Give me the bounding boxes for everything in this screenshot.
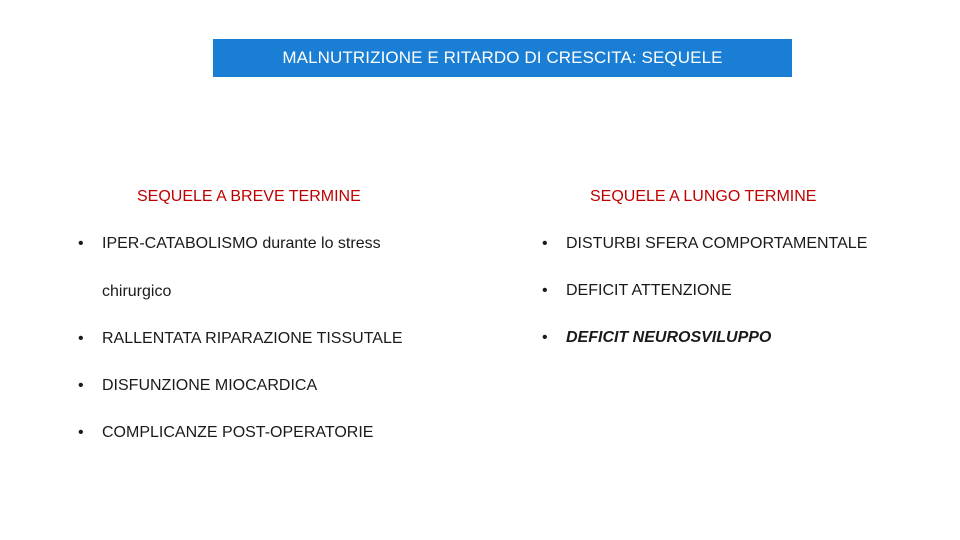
slide-title: MALNUTRIZIONE E RITARDO DI CRESCITA: SEQUELE bbox=[282, 48, 723, 67]
slide-title-banner bbox=[213, 39, 792, 77]
bullet-icon: • bbox=[78, 424, 84, 441]
list-item bbox=[78, 220, 422, 316]
list-item bbox=[542, 233, 952, 255]
list-item-text: IPER-CATABOLISMO durante lo stress chirurgico bbox=[102, 235, 381, 300]
short-term-list bbox=[78, 233, 478, 469]
list-item bbox=[542, 327, 952, 349]
long-term-heading: SEQUELE A LUNGO TERMINE bbox=[590, 188, 817, 205]
list-item bbox=[542, 280, 952, 302]
list-item bbox=[78, 422, 478, 444]
bullet-icon: • bbox=[542, 235, 548, 252]
list-item-text: DEFICIT ATTENZIONE bbox=[566, 282, 732, 299]
bullet-icon: • bbox=[542, 282, 548, 299]
bullet-icon: • bbox=[78, 330, 84, 347]
list-item-text: DISFUNZIONE MIOCARDICA bbox=[102, 377, 318, 394]
short-term-heading: SEQUELE A BREVE TERMINE bbox=[137, 188, 361, 205]
bullet-icon: • bbox=[542, 329, 548, 346]
bullet-icon: • bbox=[78, 235, 84, 252]
list-item-text: RALLENTATA RIPARAZIONE TISSUTALE bbox=[102, 330, 403, 347]
list-item-text: DISTURBI SFERA COMPORTAMENTALE bbox=[566, 235, 868, 252]
list-item bbox=[78, 328, 478, 350]
list-item-text: DEFICIT NEUROSVILUPPO bbox=[566, 329, 772, 346]
list-item-text: COMPLICANZE POST-OPERATORIE bbox=[102, 424, 374, 441]
list-item bbox=[78, 375, 478, 397]
bullet-icon: • bbox=[78, 377, 84, 394]
long-term-list bbox=[542, 233, 952, 374]
